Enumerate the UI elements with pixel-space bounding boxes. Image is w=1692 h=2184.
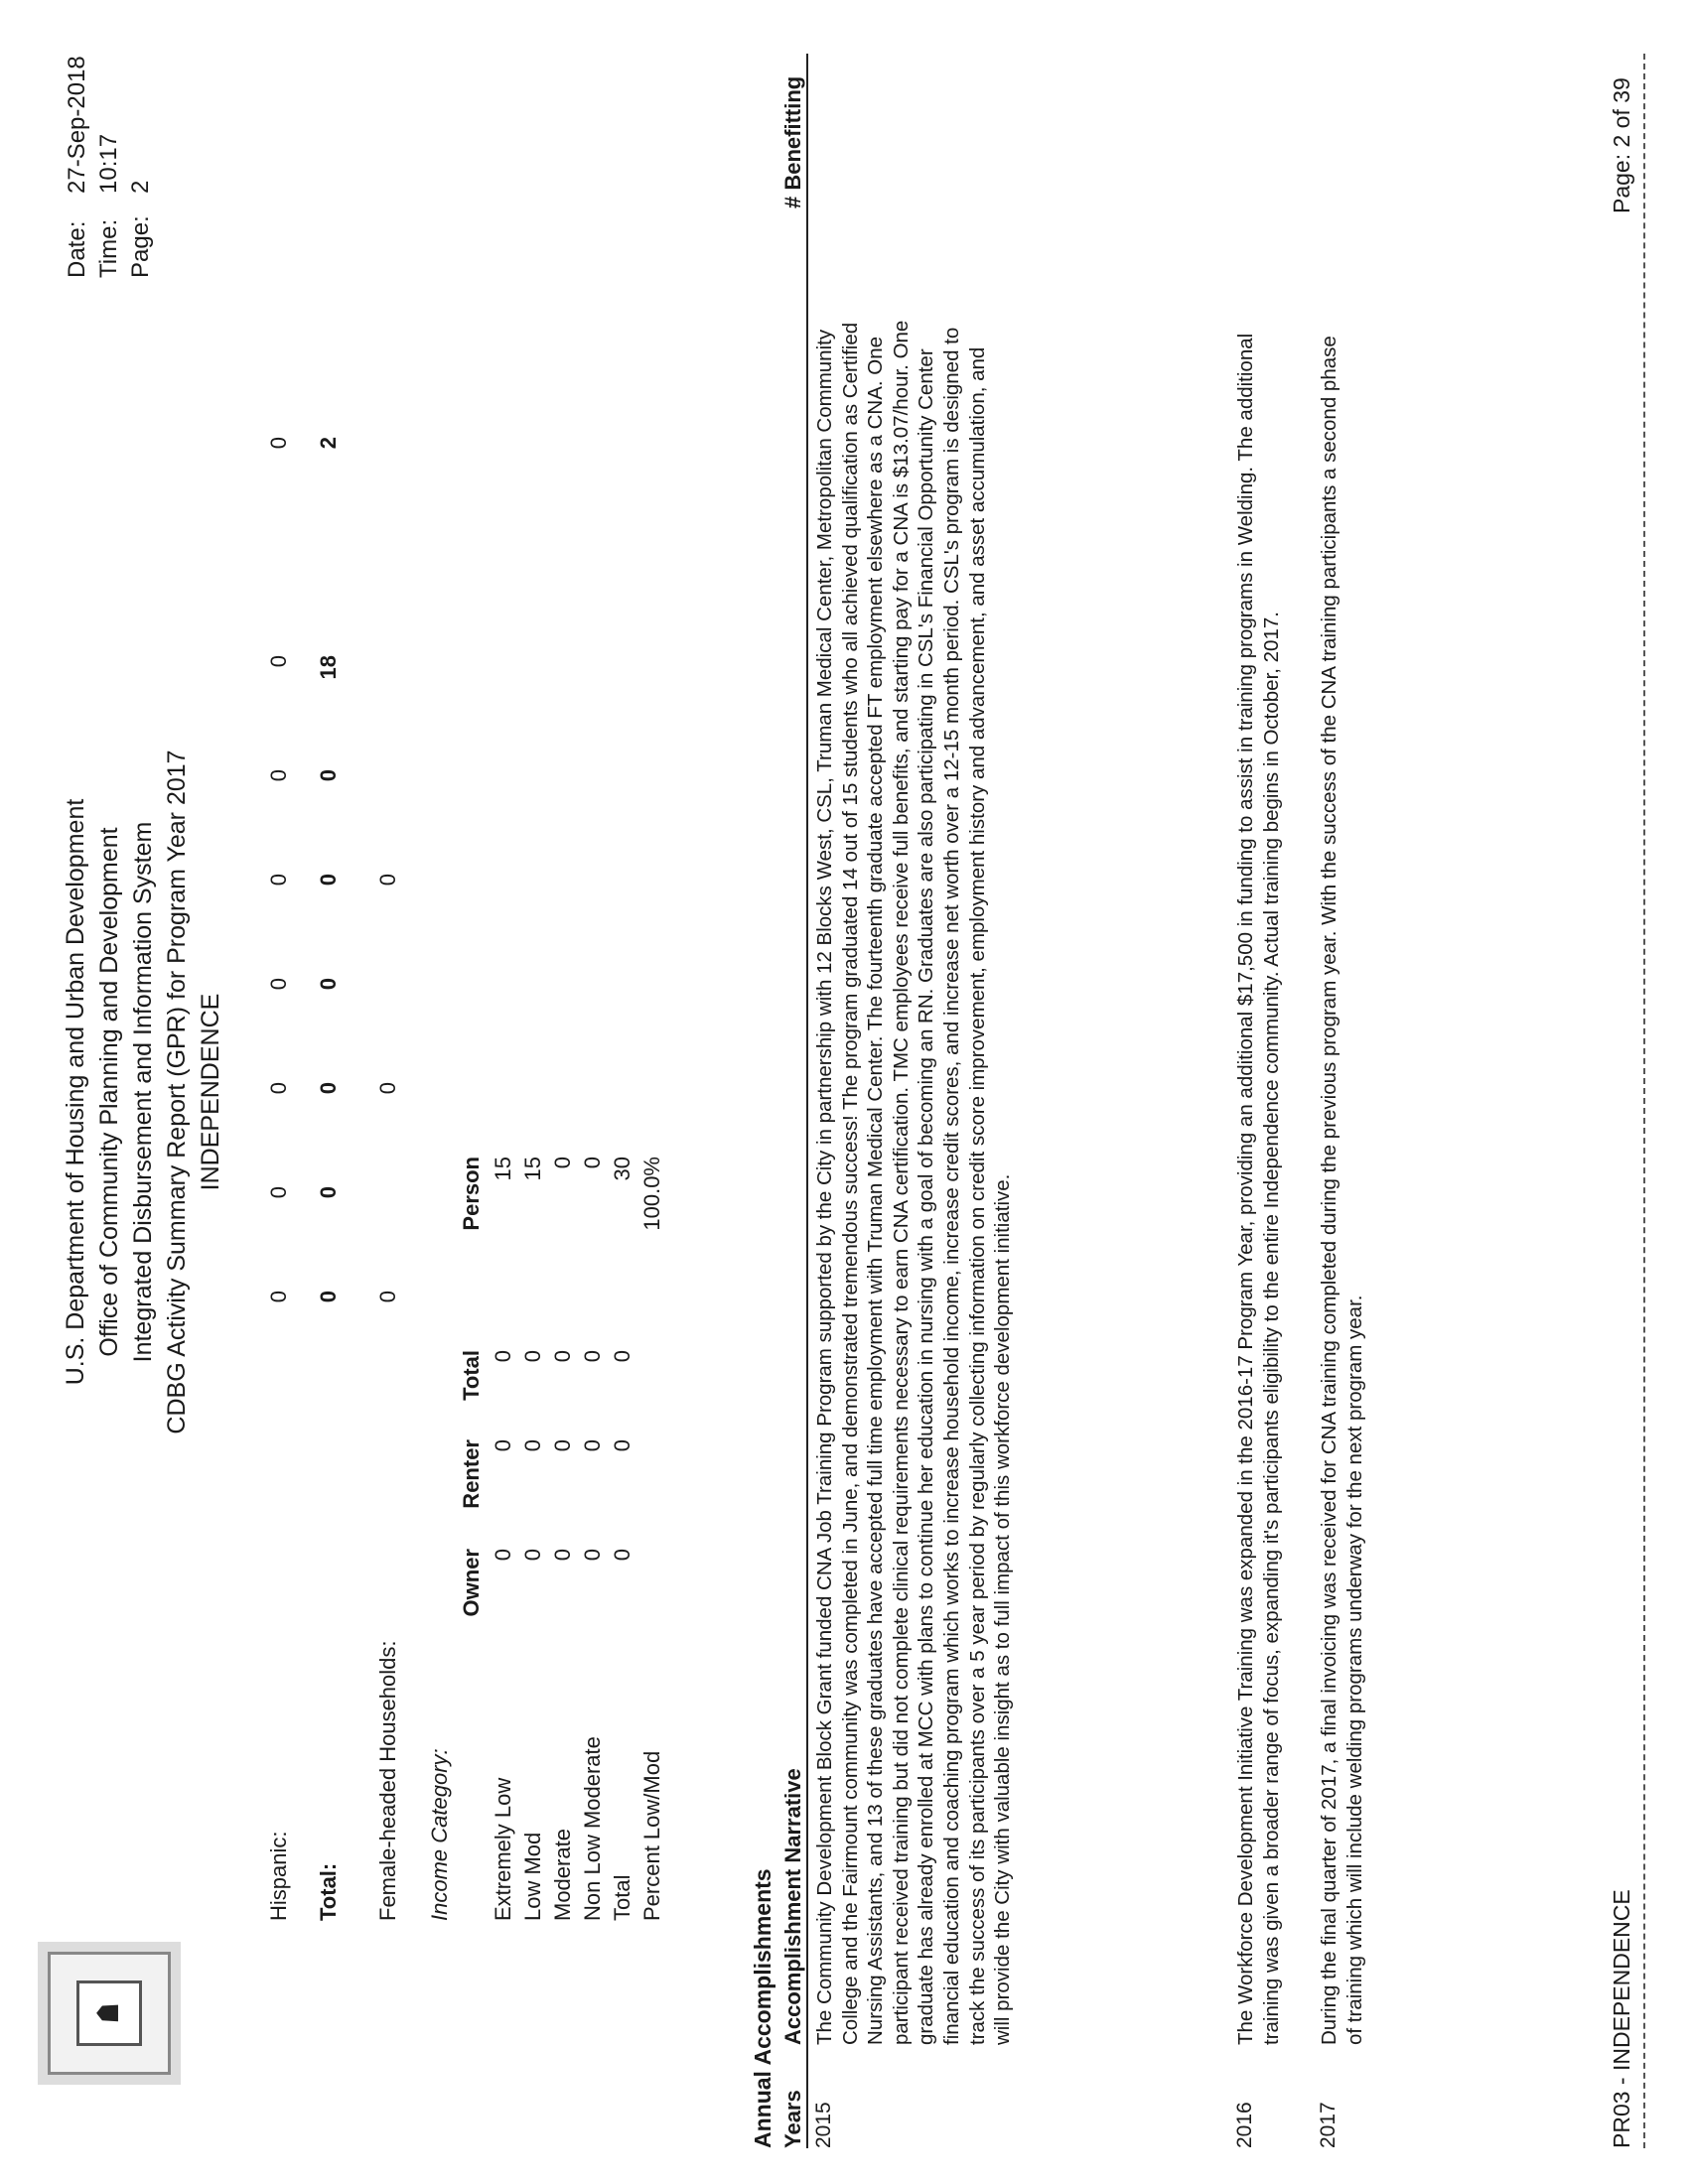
income-row-label: Moderate	[550, 1829, 575, 1921]
total-value: 0	[316, 978, 341, 991]
header-office: Office of Community Planning and Development	[95, 827, 123, 1357]
total-value: 0	[316, 1082, 341, 1095]
header-grantee: INDEPENDENCE	[197, 993, 224, 1191]
total-value: 0	[316, 1186, 341, 1199]
accomplishment-year: 2016	[1233, 2102, 1256, 2148]
col-person: Person	[459, 1157, 484, 1231]
col-narrative: Accomplishment Narrative	[780, 1768, 805, 2045]
hispanic-value: 0	[266, 874, 291, 887]
income-row-label: Extremely Low	[491, 1777, 515, 1921]
col-total: Total	[459, 1350, 484, 1401]
income-renter: 0	[580, 1439, 605, 1452]
footer-rule	[1643, 54, 1645, 2148]
income-renter: 0	[520, 1439, 545, 1452]
footer-page	[1609, 77, 1635, 213]
income-total: 0	[491, 1350, 515, 1363]
income-row-label: Percent Low/Mod	[639, 1750, 664, 1921]
col-years: Years	[780, 2090, 805, 2148]
accomplishment-year: 2017	[1317, 2102, 1340, 2148]
female-headed-label: Female-headed Households:	[375, 1640, 400, 1921]
income-row-label: Low Mod	[520, 1832, 545, 1921]
time-label: Time:	[95, 218, 122, 278]
total-value: 18	[316, 655, 341, 680]
header-system: Integrated Disbursement and Information System	[129, 821, 157, 1363]
hispanic-value: 0	[266, 655, 291, 668]
income-person: 0	[580, 1157, 605, 1169]
hispanic-value: 0	[266, 978, 291, 991]
income-row-label: Total	[610, 1874, 634, 1921]
income-category-label: Income Category:	[427, 1748, 452, 1921]
date-value: 27-Sep-2018	[64, 56, 90, 194]
total-value: 0	[316, 769, 341, 782]
hud-building-icon: ☗	[91, 2003, 126, 2023]
col-renter: Renter	[459, 1439, 484, 1509]
total-label: Total:	[316, 1862, 341, 1921]
footer-page-value: 2 of 39	[1609, 77, 1634, 148]
income-owner: 0	[491, 1549, 515, 1562]
hispanic-value: 0	[266, 769, 291, 782]
income-person: 30	[610, 1157, 634, 1181]
header-agency: U.S. Department of Housing and Urban Development	[62, 798, 89, 1386]
female-headed-value: 0	[375, 874, 400, 887]
income-owner: 0	[580, 1549, 605, 1562]
female-headed-value: 0	[375, 1291, 400, 1303]
hispanic-value: 0	[266, 1186, 291, 1199]
income-total: 0	[610, 1350, 634, 1363]
hispanic-value: 0	[266, 1082, 291, 1095]
total-value: 0	[316, 874, 341, 887]
income-row-label: Non Low Moderate	[580, 1736, 605, 1921]
income-owner: 0	[520, 1549, 545, 1562]
hispanic-label: Hispanic:	[266, 1831, 291, 1921]
income-renter: 0	[550, 1439, 575, 1452]
income-person: 15	[520, 1157, 545, 1181]
hispanic-value: 0	[266, 1291, 291, 1303]
accomplishment-narrative: During the final quarter of 2017, a final invoicing was received for CNA training completed during the previous program year. With the success of the CNA training participants a second phase of training which will include welding programs underway for the next program year.	[1318, 336, 1366, 2045]
header-report-title: CDBG Activity Summary Report (GPR) for Program Year 2017	[163, 750, 191, 1434]
date-label: Date:	[64, 220, 90, 278]
page-label: Page:	[127, 215, 154, 278]
income-renter: 0	[610, 1439, 634, 1452]
income-total: 0	[520, 1350, 545, 1363]
income-total: 0	[580, 1350, 605, 1363]
col-owner: Owner	[459, 1549, 484, 1617]
total-value: 0	[316, 1291, 341, 1303]
female-headed-value: 0	[375, 1082, 400, 1095]
income-person: 15	[491, 1157, 515, 1181]
hispanic-value: 0	[266, 437, 291, 450]
income-owner: 0	[610, 1549, 634, 1562]
col-benefitting: # Benefitting	[780, 75, 805, 208]
income-renter: 0	[491, 1439, 515, 1452]
income-total: 0	[550, 1350, 575, 1363]
income-owner: 0	[550, 1549, 575, 1562]
footer-page-label: Page:	[1609, 153, 1634, 213]
header-rule	[806, 54, 808, 2148]
accomplishment-narrative: The Workforce Development Initiative Training was expanded in the 2016-17 Program Year, providing an additional $17,500 in funding to assist in training programs in Welding. The additional training was given a broader range of focus, expanding it's participants eligibility to the entire Independence community. Actual training begins in October, 2017.	[1234, 333, 1283, 2045]
accomplishments-title: Annual Accomplishments	[750, 1868, 776, 2148]
accomplishment-narrative: The Community Development Block Grant funded CNA Job Training Program supported by the City in partnership with 12 Blocks West, CSL, Truman Medical Center, Metropolitan Community College and the Fairmount community was completed in June, and demonstrated tremendous success! The program graduated 14 out of 15 students who all achieved qualification as Certified Nursing Assistants, and 13 of these graduates have accepted full time employment with Truman Medical Center. The fourteenth graduate accepted FT employment elsewhere as a CNA. One participant received training but did not complete clinical requirements necessary to earn CNA certification. TMC employees receive full benefits, and starting pay for a CNA is $13.07/hour. One graduate has already enrolled at MCC with plans to continue her education in nursing with a goal of becoming an RN. Graduates are also participating in CSL's Financial Opportunity Center financial education and coaching program which works to increase household income, increase credit scores, and increase net worth over a 12-15 month period. CSL's program is designed to track the success of its participants over a 5 year period by regularly collecting information on credit score improvement, employment history and advancement, and asset accumulation, and will provide the City with valuable insight as to full impact of this workforce development initiative.	[813, 320, 1015, 2045]
income-person: 100.0%	[639, 1157, 664, 1231]
income-person: 0	[550, 1157, 575, 1169]
footer-report-id: PR03 - INDEPENDENCE	[1609, 1889, 1634, 2148]
page-value: 2	[127, 180, 154, 194]
time-value: 10:17	[95, 133, 122, 194]
accomplishment-year: 2015	[812, 2102, 835, 2148]
total-value: 2	[316, 437, 341, 450]
